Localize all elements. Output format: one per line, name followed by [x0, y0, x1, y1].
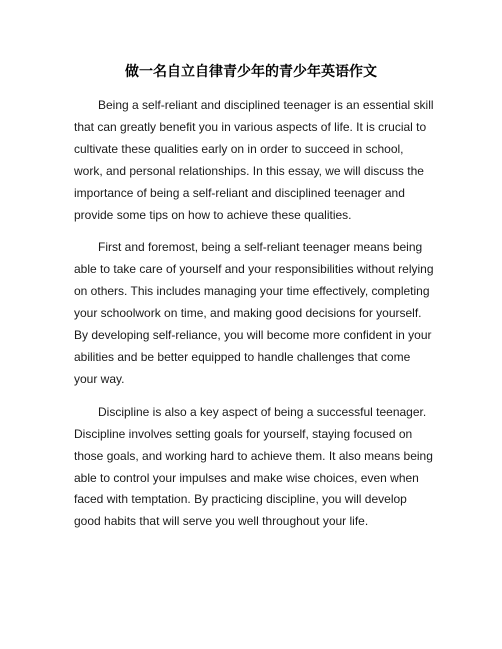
- document-body: [74, 95, 434, 544]
- paragraph-3: Discipline is also a key aspect of being a successful teenager. Discipline involves setting goals for yourself, staying focused on those goals, and working hard to achieve them. It also means being able to control your impulses and make wise choices, even when faced with temptation. By practicing discipline, you will develop good habits that will serve you well throughout your life.: [74, 404, 433, 529]
- document-title: 做一名自立自律青少年的青少年英语作文: [125, 64, 377, 80]
- paragraph-1: Being a self-reliant and disciplined teenager is an essential skill that can greatly benefit you in various aspects of life. It is crucial to cultivate these qualities early on in order to succeed in school, work, and personal relationships. In this essay, we will discuss the importance of being a self-reliant and disciplined teenager and provide some tips on how to achieve these qualities.: [74, 98, 434, 222]
- paragraph-2: First and foremost, being a self-reliant teenager means being able to take care of yourself and your responsibilities without relying on others. This includes managing your time effectively, completing your schoolwork on time, and making good decisions for yourself. By developing self-reliance, you will become more confident in your abilities and be better equipped to handle challenges that come your way.: [74, 240, 434, 386]
